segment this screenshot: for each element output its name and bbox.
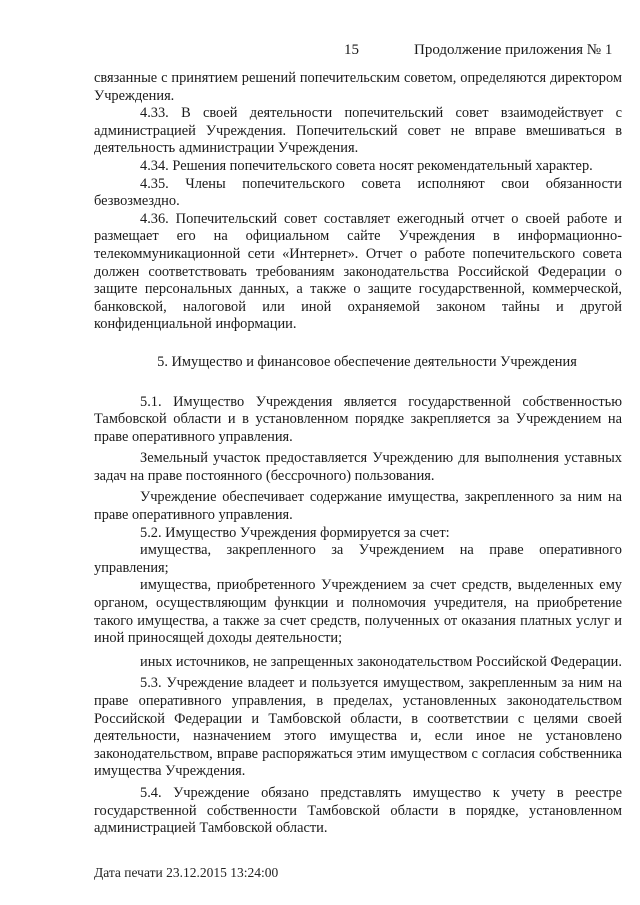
paragraph-5-2-item-2: имущества, приобретенного Учреждением за счет средств, выделенных ему органом, осуществляющим функции и полномочия учредителя, на приобретение такого имущества, а также за счет средств, полученных от оказания платных услуг и иной приносящей доходы деятельности; <box>94 577 622 647</box>
paragraph-maintenance: Учреждение обеспечивает содержание имущества, закрепленного за ним на праве оперативного управления. <box>94 489 622 524</box>
print-date-footer: Дата печати 23.12.2015 13:24:00 <box>94 865 279 880</box>
paragraph-5-2: 5.2. Имущество Учреждения формируется за счет: <box>140 524 450 541</box>
page-header <box>0 42 640 64</box>
paragraph-continued: связанные с принятием решений попечительским советом, определяются директором Учреждения. <box>94 70 622 104</box>
paragraph-4-34: 4.34. Решения попечительского совета носят рекомендательный характер. <box>140 157 593 174</box>
section-5-title: 5. Имущество и финансовое обеспечение деятельности Учреждения <box>157 353 577 370</box>
appendix-continuation-title: Продолжение приложения № 1 <box>414 42 613 58</box>
document-body <box>94 70 622 838</box>
paragraph-4-36: 4.36. Попечительский совет составляет ежегодный отчет о своей работе и размещает его на официальном сайте Учреждения в информационно-телекоммуникационной сети «Интернет». Отчет о работе попечительского совета должен соответствовать требованиям законодательства Российской Федерации о защите персональных данных, а также о защите государственной, коммерческой, банковской, налоговой или иной охраняемой законом тайны и другой конфиденциальной информации. <box>94 210 622 333</box>
paragraph-4-35: 4.35. Члены попечительского совета исполняют свои обязанности безвозмездно. <box>94 175 622 210</box>
paragraph-5-3: 5.3. Учреждение владеет и пользуется имуществом, закрепленным за ним на праве оперативного управления, в пределах, установленных законодательством Российской Федерации и Тамбовской области, в соответствии с целями своей деятельности, назначением этого имущества и, если иное не установлено законодательством, вправе распоряжаться этим имуществом с согласия собственника имущества Учреждения. <box>94 675 622 780</box>
paragraph-5-1: 5.1. Имущество Учреждения является государственной собственностью Тамбовской области и в установленном порядке закрепляется за Учреждением на праве оперативного управления. <box>94 393 622 445</box>
paragraph-4-33: 4.33. В своей деятельности попечительский совет взаимодействует с администрацией Учреждения. Попечительский совет не вправе вмешиваться в деятельность администрации Учреждения. <box>94 105 622 157</box>
paragraph-5-2-item-1: имущества, закрепленного за Учреждением на праве оперативного управления; <box>94 542 622 576</box>
paragraph-land-plot: Земельный участок предоставляется Учреждению для выполнения уставных задач на праве постоянного (бессрочного) пользования. <box>94 450 622 484</box>
paragraph-5-4: 5.4. Учреждение обязано представлять имущество к учету в реестре государственной собственности Тамбовской области в порядке, установленном администрацией Тамбовской области. <box>94 784 622 837</box>
page-number: 15 <box>344 42 359 58</box>
paragraph-5-2-item-3: иных источников, не запрещенных законодательством Российской Федерации. <box>140 653 622 670</box>
